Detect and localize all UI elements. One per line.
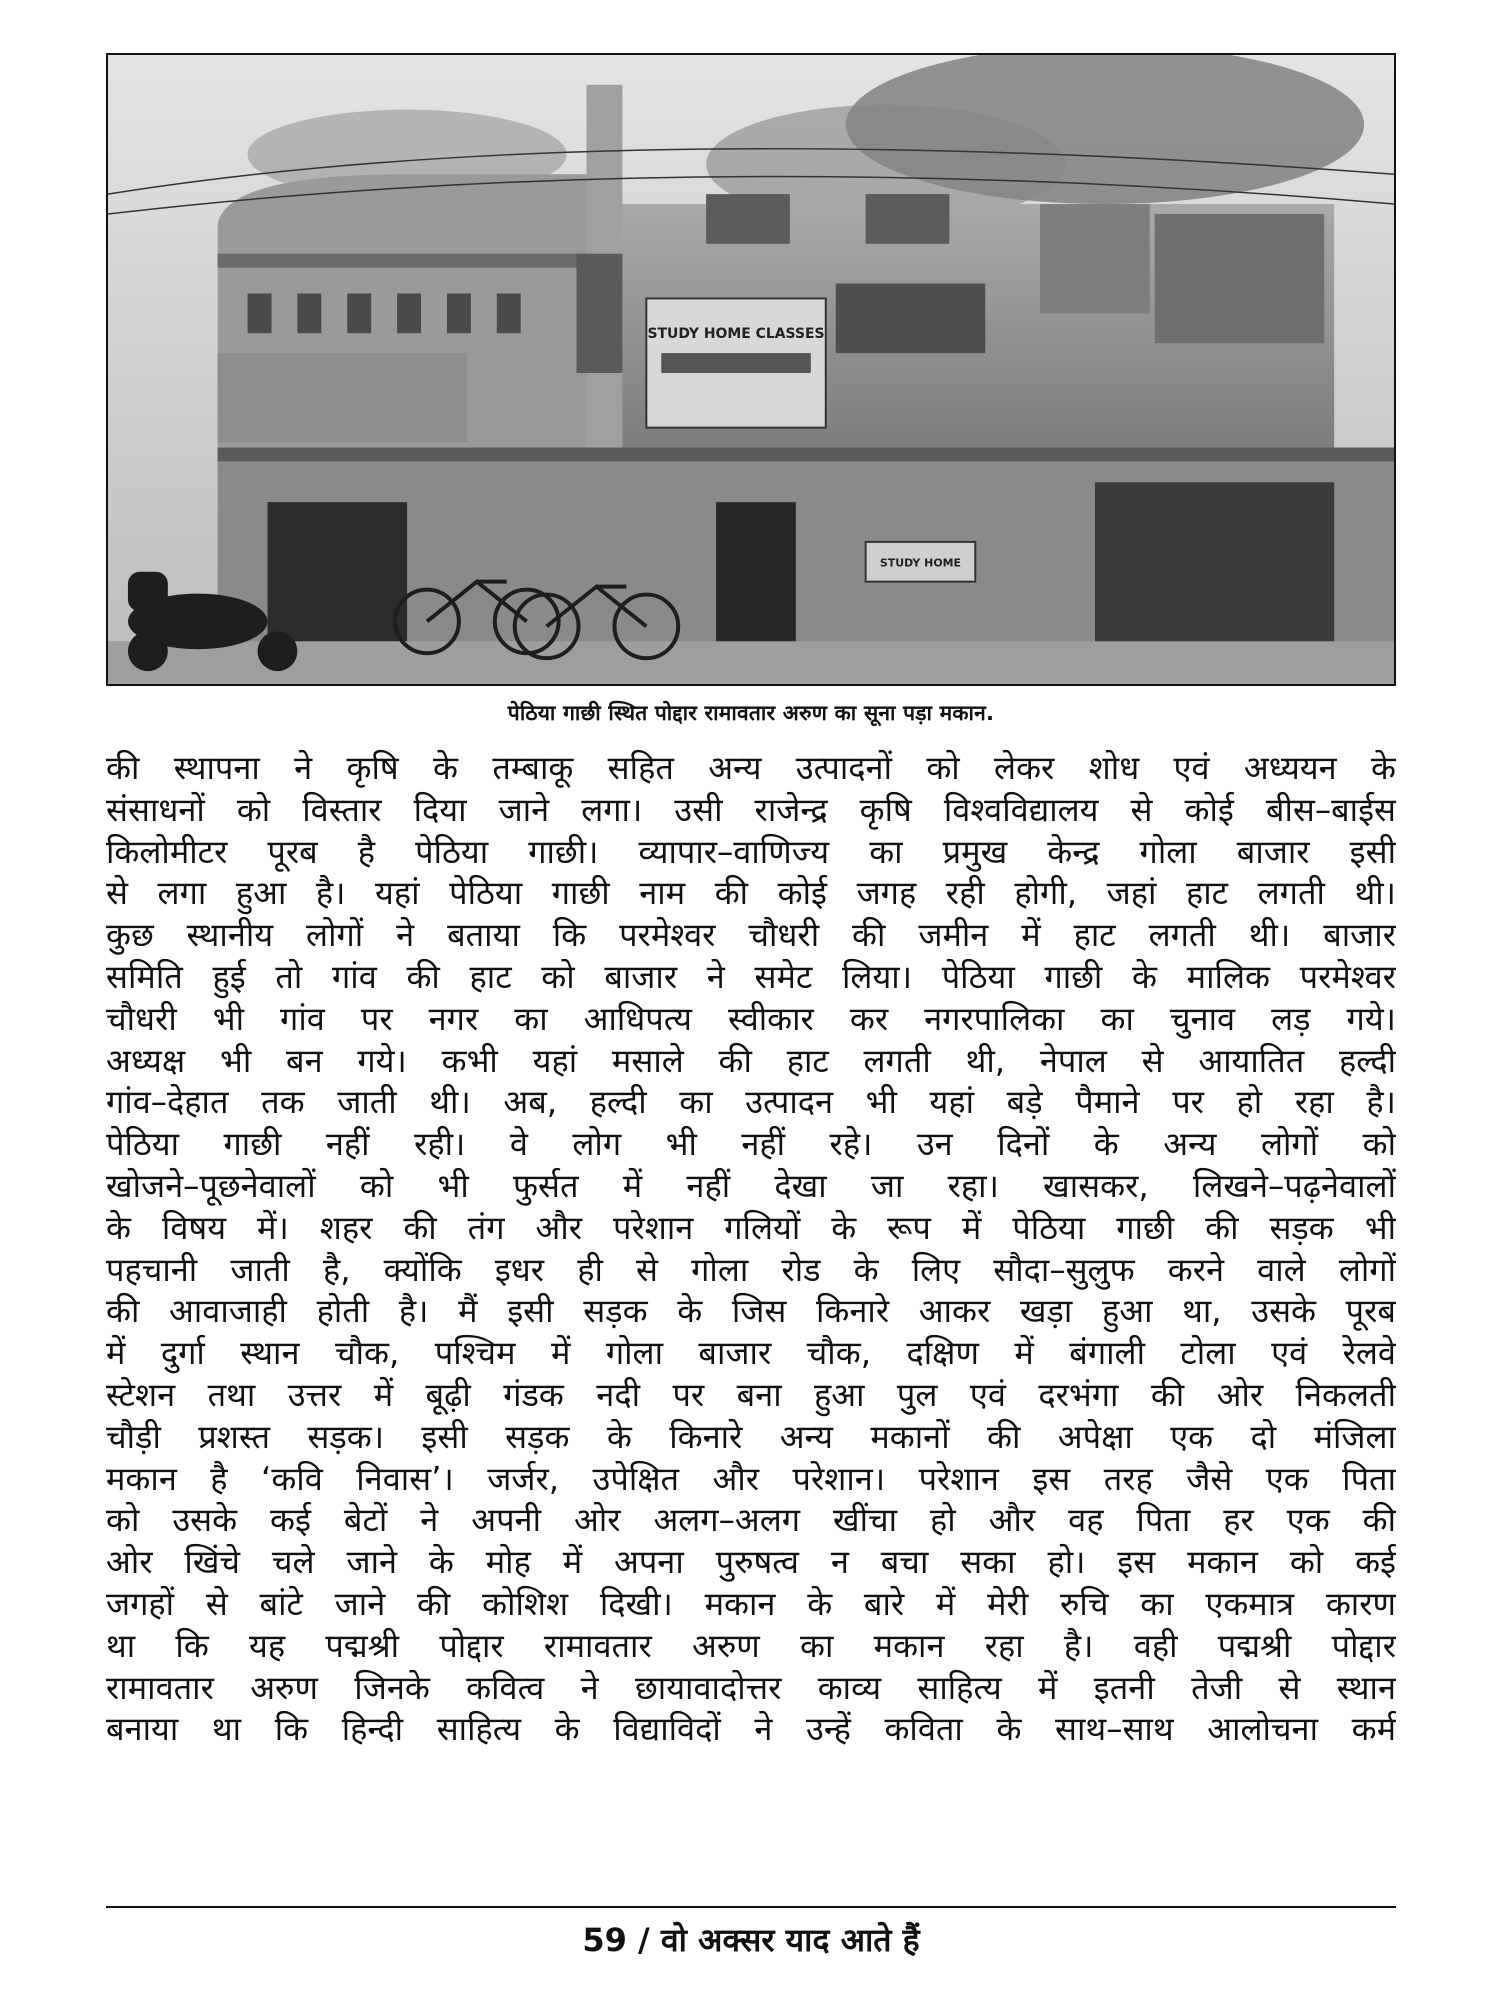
text-line: के विषय में। शहर की तंग और परेशान गलियों के रूप में पेठिया गाछी की सड़क भी [106, 1208, 1396, 1247]
text-line: में दुर्गा स्थान चौक, पश्चिम में गोला बाजार चौक, दक्षिण में बंगाली टोला एवं रेलवे [106, 1334, 1396, 1373]
text-line: स्टेशन तथा उत्तर में बूढ़ी गंडक नदी पर बना हुआ पुल एवं दरभंगा की ओर निकलती [106, 1375, 1396, 1414]
text-line: पहचानी जाती है, क्योंकि इधर ही से गोला रोड के लिए सौदा–सुलुफ करने वाले लोगों [106, 1250, 1396, 1289]
body-text [106, 748, 1396, 1751]
photo-sign-text: STUDY HOME CLASSES [647, 326, 825, 343]
text-line: बनाया था कि हिन्दी साहित्य के विद्याविदों ने उन्हें कविता के साथ–साथ आलोचना कर्म [106, 1710, 1396, 1749]
text-line: को उसके कई बेटों ने अपनी ओर अलग–अलग खींचा हो और वह पिता हर एक की [106, 1501, 1396, 1540]
text-line: ओर खिंचे चले जाने के मोह में अपना पुरुषत्व न बचा सका हो। इस मकान को कई [106, 1543, 1396, 1582]
text-line: समिति हुई तो गांव की हाट को बाजार ने समेट लिया। पेठिया गाछी के मालिक परमेश्वर [106, 957, 1396, 996]
text-line: किलोमीटर पूरब है पेठिया गाछी। व्यापार–वाणिज्य का प्रमुख केन्द्र गोला बाजार इसी [106, 832, 1396, 871]
footer-divider [106, 1906, 1396, 1908]
footer-separator: / [638, 1921, 650, 1959]
text-line: चौड़ी प्रशस्त सड़क। इसी सड़क के किनारे अन्य मकानों की अपेक्षा एक दो मंजिला [106, 1417, 1396, 1456]
text-line: अध्यक्ष भी बन गये। कभी यहां मसाले की हाट लगती थी, नेपाल से आयातित हल्दी [106, 1041, 1396, 1080]
text-line: की स्थापना ने कृषि के तम्बाकू सहित अन्य उत्पादनों को लेकर शोध एवं अध्ययन के [106, 749, 1396, 787]
book-title: वो अक्सर याद आते हैं [660, 1921, 920, 1959]
text-line: रामावतार अरुण जिनके कवित्व ने छायावादोत्तर काव्य साहित्य में इतनी तेजी से स्थान [106, 1668, 1396, 1707]
page-footer [106, 1918, 1396, 1961]
text-line: खोजने–पूछनेवालों को भी फुर्सत में नहीं देखा जा रहा। खासकर, लिखने–पढ़नेवालों [106, 1166, 1396, 1205]
page-number: 59 [582, 1921, 627, 1959]
text-line: की आवाजाही होती है। मैं इसी सड़क के जिस किनारे आकर खड़ा हुआ था, उसके पूरब [106, 1292, 1396, 1331]
text-line: चौधरी भी गांव पर नगर का आधिपत्य स्वीकार कर नगरपालिका का चुनाव लड़ गये। [106, 999, 1396, 1038]
text-line: से लगा हुआ है। यहां पेठिया गाछी नाम की कोई जगह रही होगी, जहां हाट लगती थी। [106, 874, 1396, 913]
text-line: कुछ स्थानीय लोगों ने बताया कि परमेश्वर चौधरी की जमीन में हाट लगती थी। बाजार [106, 916, 1396, 955]
text-line: था कि यह पद्मश्री पोद्दार रामावतार अरुण का मकान रहा है। वही पद्मश्री पोद्दार [106, 1626, 1396, 1665]
text-line: पेठिया गाछी नहीं रही। वे लोग भी नहीं रहे। उन दिनों के अन्य लोगों को [106, 1125, 1396, 1164]
text-line: संसाधनों को विस्तार दिया जाने लगा। उसी राजेन्द्र कृषि विश्वविद्यालय से कोई बीस–बाईस [106, 790, 1396, 829]
photo-sign-small-text: STUDY HOME [879, 556, 962, 570]
building-photo [106, 53, 1396, 686]
text-line: मकान है ‘कवि निवास’। जर्जर, उपेक्षित और परेशान। परेशान इस तरह जैसे एक पिता [106, 1459, 1396, 1498]
text-line: जगहों से बांटे जाने की कोशिश दिखी। मकान के बारे में मेरी रुचि का एकमात्र कारण [106, 1584, 1396, 1623]
text-line: गांव–देहात तक जाती थी। अब, हल्दी का उत्पादन भी यहां बड़े पैमाने पर हो रहा है। [106, 1083, 1396, 1122]
photo-caption: पेठिया गाछी स्थित पोद्दार रामावतार अरुण का सूना पड़ा मकान. [507, 701, 995, 725]
building-illustration [108, 55, 1394, 684]
